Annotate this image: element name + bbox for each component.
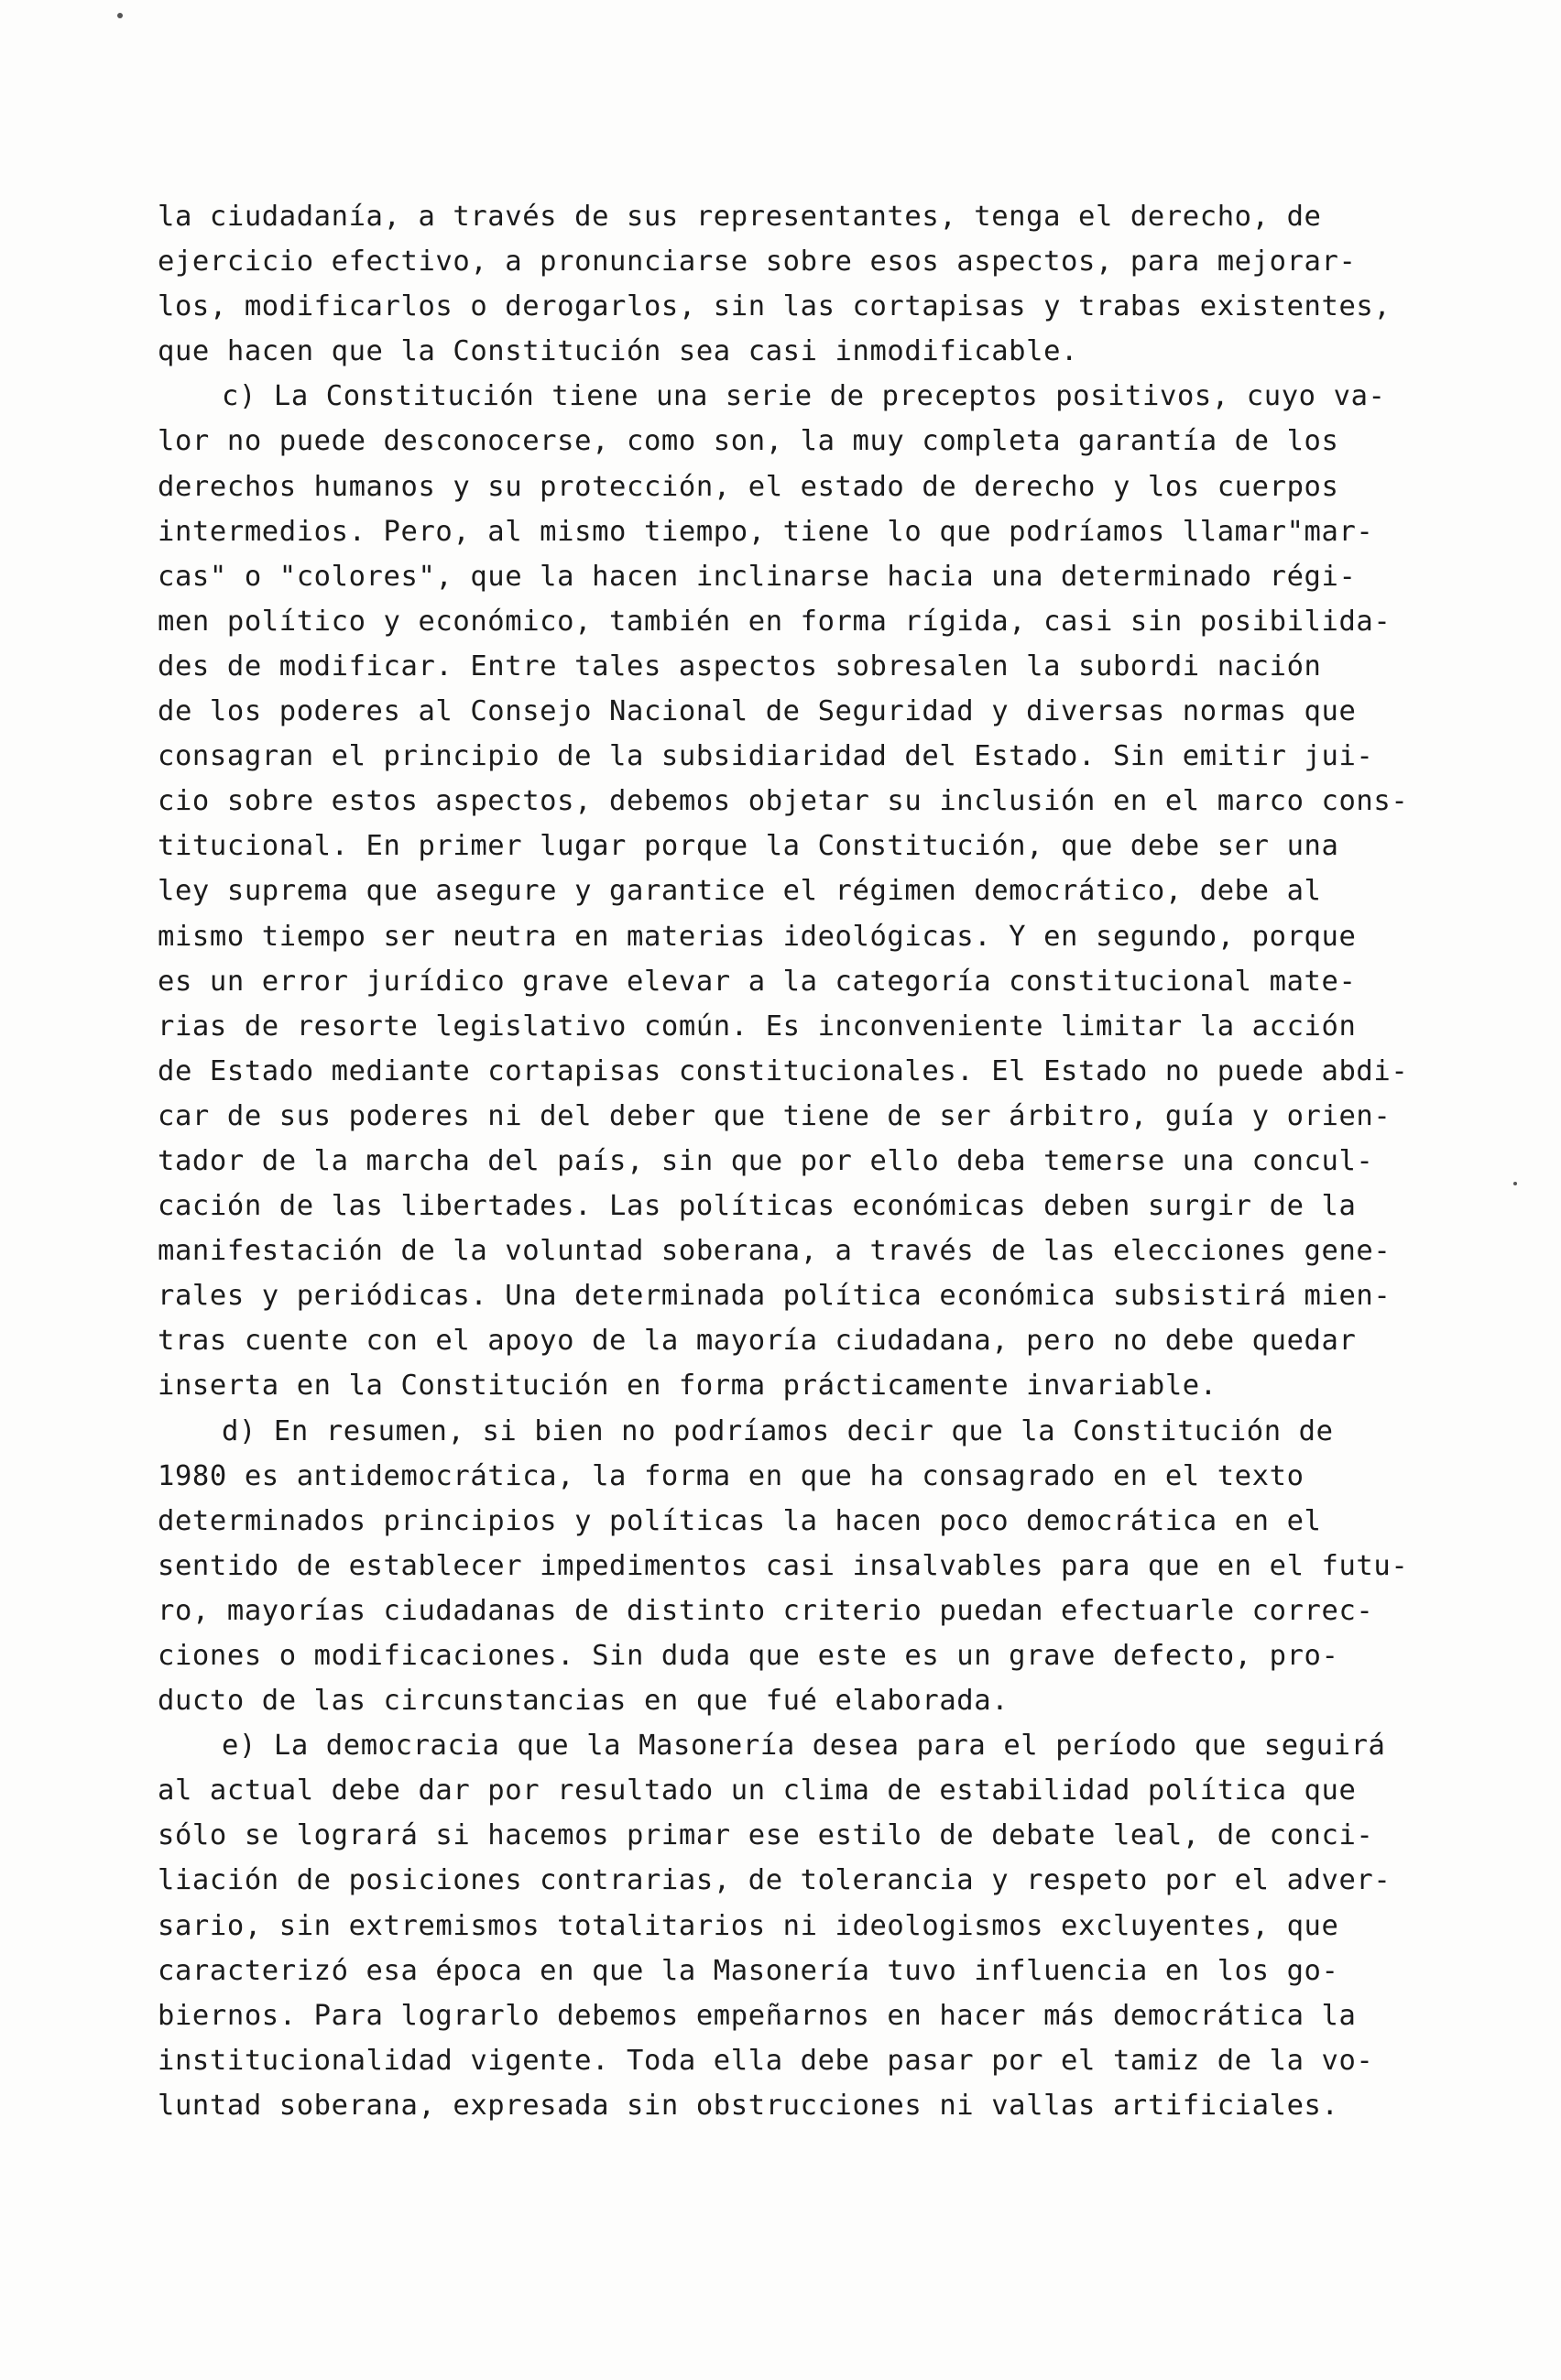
text-line: ley suprema que asegure y garantice el régimen democrático, debe al [158, 875, 1322, 908]
text-line: ducto de las circunstancias en que fué elaborada. [158, 1685, 1010, 1718]
text-line: liación de posiciones contrarias, de tolerancia y respeto por el adver- [158, 1864, 1392, 1897]
text-line: es un error jurídico grave elevar a la categoría constitucional mate- [158, 965, 1357, 998]
text-line: biernos. Para lograrlo debemos empeñarnos en hacer más democrática la [158, 1999, 1357, 2032]
text-line: sario, sin extremismos totalitarios ni ideologismos excluyentes, que [158, 1909, 1339, 1942]
text-line: tador de la marcha del país, sin que por ello deba temerse una concul- [158, 1144, 1374, 1177]
text-line: ciones o modificaciones. Sin duda que este es un grave defecto, pro- [158, 1640, 1339, 1672]
text-line: rias de resorte legislativo común. Es inconveniente limitar la acción [158, 1010, 1357, 1043]
text-line: lor no puede desconocerse, como son, la muy completa garantía de los [158, 425, 1339, 458]
text-line: inserta en la Constitución en forma prácticamente invariable. [158, 1370, 1217, 1403]
text-line: cio sobre estos aspectos, debemos objetar su inclusión en el marco cons- [158, 785, 1409, 818]
text-line: sólo se logrará si hacemos primar ese estilo de debate leal, de conci- [158, 1819, 1374, 1852]
text-line: ro, mayorías ciudadanas de distinto criterio puedan efectuarle correc- [158, 1594, 1374, 1627]
scan-speck [1513, 1182, 1517, 1185]
text-line: ejercicio efectivo, a pronunciarse sobre esos aspectos, para mejorar- [158, 246, 1357, 278]
text-line: 1980 es antidemocrática, la forma en que ha consagrado en el texto [158, 1459, 1304, 1492]
paragraph-e-start: e) La democracia que la Masonería desea para el período que seguirá [222, 1730, 1386, 1763]
text-line: mismo tiempo ser neutra en materias ideológicas. Y en segundo, porque [158, 920, 1357, 953]
text-line: caracterizó esa época en que la Masonería tuvo influencia en los go- [158, 1954, 1339, 1987]
text-line: determinados principios y políticas la hacen poco democrática en el [158, 1504, 1322, 1537]
text-line: los, modificarlos o derogarlos, sin las cortapisas y trabas existentes, [158, 290, 1392, 323]
text-line: cas" o "colores", que la hacen inclinarse hacia una determinado régi- [158, 560, 1357, 593]
text-line: des de modificar. Entre tales aspectos sobresalen la subordi nación [158, 650, 1322, 682]
scan-speck [117, 13, 123, 18]
paragraph-c-start: c) La Constitución tiene una serie de preceptos positivos, cuyo va- [222, 380, 1386, 413]
text-line: manifestación de la voluntad soberana, a través de las elecciones gene- [158, 1235, 1392, 1268]
document-body [158, 194, 1513, 2128]
text-line: al actual debe dar por resultado un clima de estabilidad política que [158, 1774, 1357, 1807]
text-line: consagran el principio de la subsidiaridad del Estado. Sin emitir jui- [158, 740, 1374, 773]
text-line: tras cuente con el apoyo de la mayoría ciudadana, pero no debe quedar [158, 1325, 1357, 1358]
text-line: cación de las libertades. Las políticas económicas deben surgir de la [158, 1190, 1357, 1223]
text-line: de Estado mediante cortapisas constitucionales. El Estado no puede abdi- [158, 1054, 1409, 1087]
text-line: derechos humanos y su protección, el estado de derecho y los cuerpos [158, 470, 1339, 503]
text-line: car de sus poderes ni del deber que tiene de ser árbitro, guía y orien- [158, 1099, 1392, 1132]
text-line: de los poderes al Consejo Nacional de Seguridad y diversas normas que [158, 695, 1357, 728]
text-line: la ciudadanía, a través de sus representantes, tenga el derecho, de [158, 201, 1322, 233]
text-line: rales y periódicas. Una determinada política económica subsistirá mien- [158, 1280, 1392, 1313]
text-line: que hacen que la Constitución sea casi inmodificable. [158, 335, 1079, 368]
text-line: luntad soberana, expresada sin obstrucciones ni vallas artificiales. [158, 2089, 1339, 2122]
paragraph-d-start: d) En resumen, si bien no podríamos decir que la Constitución de [222, 1414, 1334, 1447]
text-line: men político y económico, también en forma rígida, casi sin posibilida- [158, 605, 1392, 638]
text-line: sentido de establecer impedimentos casi insalvables para que en el futu- [158, 1549, 1409, 1582]
text-line: titucional. En primer lugar porque la Constitución, que debe ser una [158, 830, 1339, 863]
text-line: intermedios. Pero, al mismo tiempo, tiene lo que podríamos llamar"mar- [158, 515, 1374, 548]
text-line: institucionalidad vigente. Toda ella debe pasar por el tamiz de la vo- [158, 2044, 1374, 2077]
